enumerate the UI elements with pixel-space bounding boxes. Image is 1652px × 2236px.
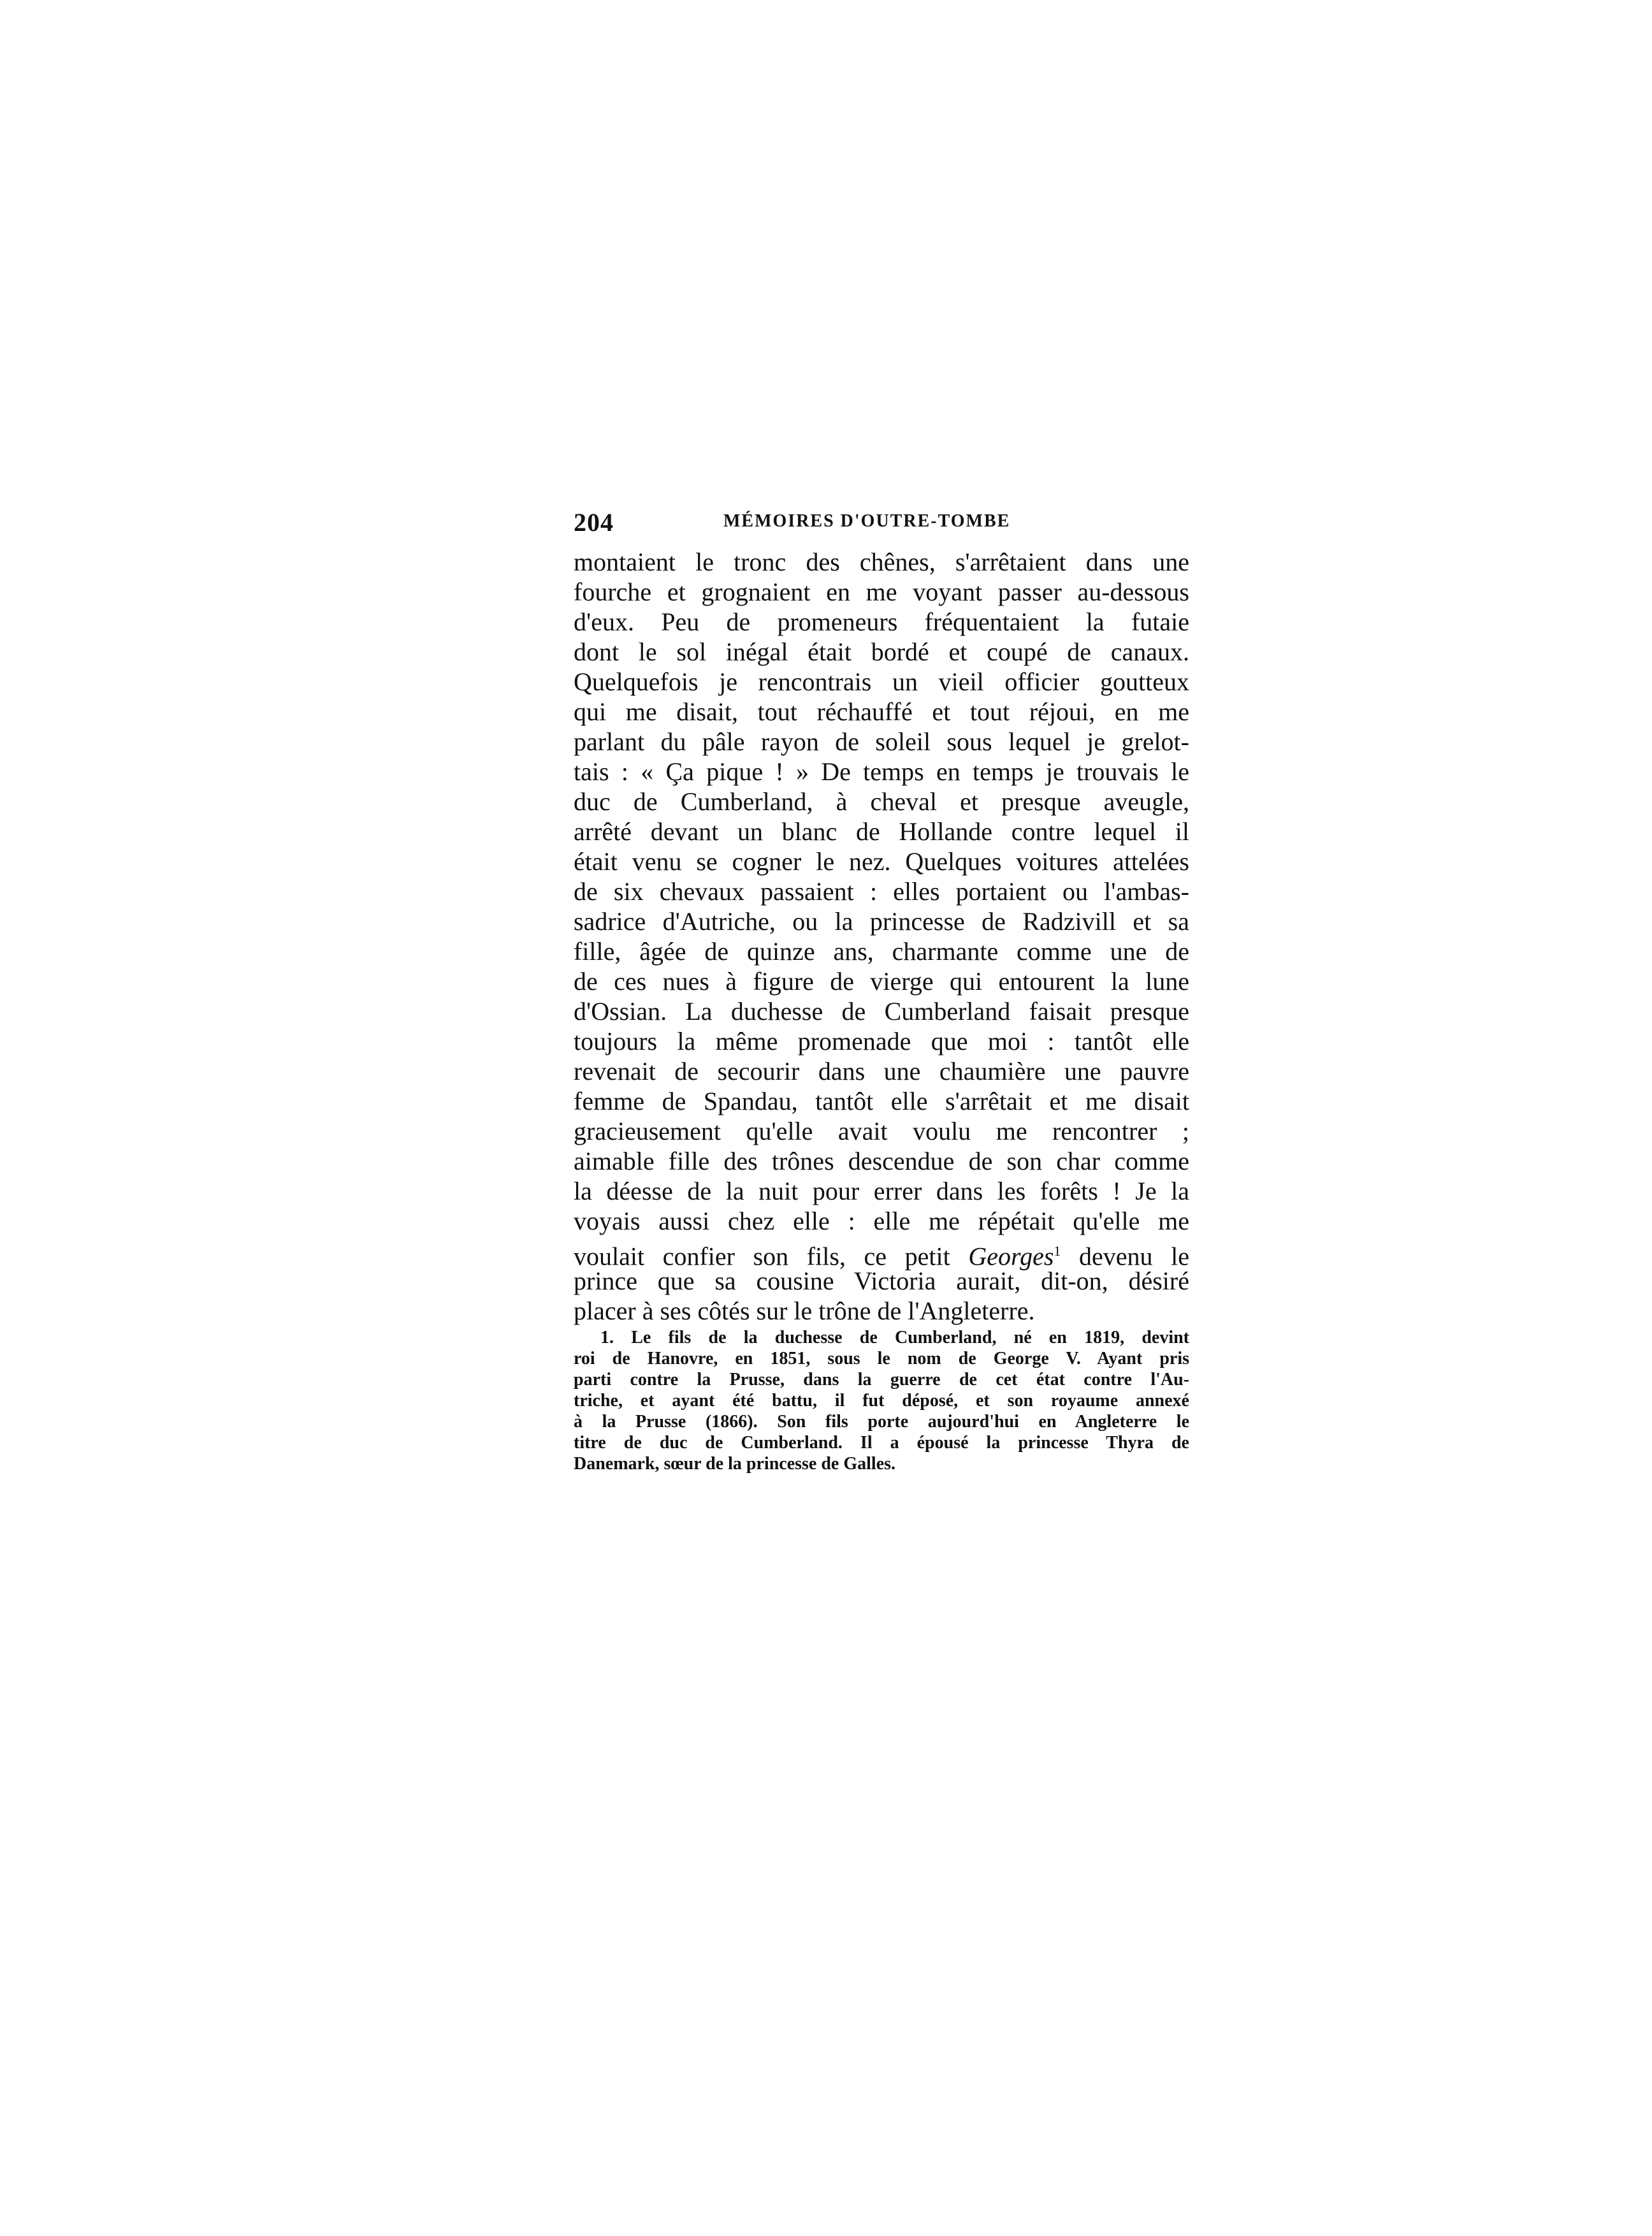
text-line: de six chevaux passaient : elles portaient ou l'ambas-: [574, 877, 1189, 906]
text-line: gracieusement qu'elle avait voulu me rencontrer ;: [574, 1117, 1189, 1145]
text-line: tais : « Ça pique ! » De temps en temps je trouvais le: [574, 757, 1189, 786]
text-line: fourche et grognaient en me voyant passer au-dessous: [574, 577, 1189, 606]
page-header: [574, 507, 1189, 539]
text-line: qui me disait, tout réchauffé et tout réjoui, en me: [574, 697, 1189, 726]
text-line: la déesse de la nuit pour errer dans les forêts ! Je la: [574, 1177, 1189, 1205]
text-line: d'Ossian. La duchesse de Cumberland faisait presque: [574, 997, 1189, 1026]
text-line: Quelquefois je rencontrais un vieil officier goutteux: [574, 667, 1189, 696]
text-line: prince que sa cousine Victoria aurait, dit-on, désiré: [574, 1267, 1189, 1295]
footnote-line: roi de Hanovre, en 1851, sous le nom de George V. Ayant pris: [574, 1349, 1189, 1368]
italic-name: Georges: [968, 1242, 1054, 1271]
footnote-line: Danemark, sœur de la princesse de Galles.: [574, 1454, 896, 1474]
text-line: de ces nues à figure de vierge qui entourent la lune: [574, 967, 1189, 996]
text-line: duc de Cumberland, à cheval et presque aveugle,: [574, 787, 1189, 816]
text-line: arrêté devant un blanc de Hollande contre lequel il: [574, 817, 1189, 846]
footnote-reference[interactable]: 1: [1054, 1243, 1061, 1259]
footnote-line: 1. Le fils de la duchesse de Cumberland, né en 1819, devint: [600, 1328, 1189, 1347]
text-line: d'eux. Peu de promeneurs fréquentaient la futaie: [574, 607, 1189, 636]
footnote-line: triche, et ayant été battu, il fut déposé, et son royaume annexé: [574, 1391, 1189, 1411]
text-line-with-note: [574, 1236, 1189, 1271]
text-segment: voulait confier son fils, ce petit: [574, 1242, 969, 1271]
text-line: montaient le tronc des chênes, s'arrêtaient dans une: [574, 548, 1189, 576]
text-line: aimable fille des trônes descendue de son char comme: [574, 1147, 1189, 1175]
text-line: femme de Spandau, tantôt elle s'arrêtait et me disait: [574, 1087, 1189, 1115]
text-line: fille, âgée de quinze ans, charmante comme une de: [574, 937, 1189, 966]
text-line: dont le sol inégal était bordé et coupé de canaux.: [574, 637, 1189, 666]
text-line: revenait de secourir dans une chaumière une pauvre: [574, 1057, 1189, 1085]
footnote-line: titre de duc de Cumberland. Il a épousé la princesse Thyra de: [574, 1433, 1189, 1453]
footnote-line: à la Prusse (1866). Son fils porte aujourd'hui en Angleterre le: [574, 1412, 1189, 1432]
footnote-line: parti contre la Prusse, dans la guerre de cet état contre l'Au-: [574, 1370, 1189, 1390]
text-line: était venu se cogner le nez. Quelques voitures attelées: [574, 847, 1189, 876]
text-line: sadrice d'Autriche, ou la princesse de Radzivill et sa: [574, 907, 1189, 936]
text-line: toujours la même promenade que moi : tantôt elle: [574, 1027, 1189, 1056]
text-segment: devenu le: [1061, 1242, 1189, 1271]
running-title: MÉMOIRES D'OUTRE-TOMBE: [723, 511, 1011, 531]
text-line: parlant du pâle rayon de soleil sous lequel je grelot-: [574, 727, 1189, 756]
footnote: [574, 1327, 1189, 1474]
text-line: voyais aussi chez elle : elle me répétait qu'elle me: [574, 1207, 1189, 1235]
text-line: placer à ses côtés sur le trône de l'Angleterre.: [574, 1296, 1035, 1325]
body-text: [574, 547, 1189, 1326]
page-number: 204: [574, 508, 614, 537]
